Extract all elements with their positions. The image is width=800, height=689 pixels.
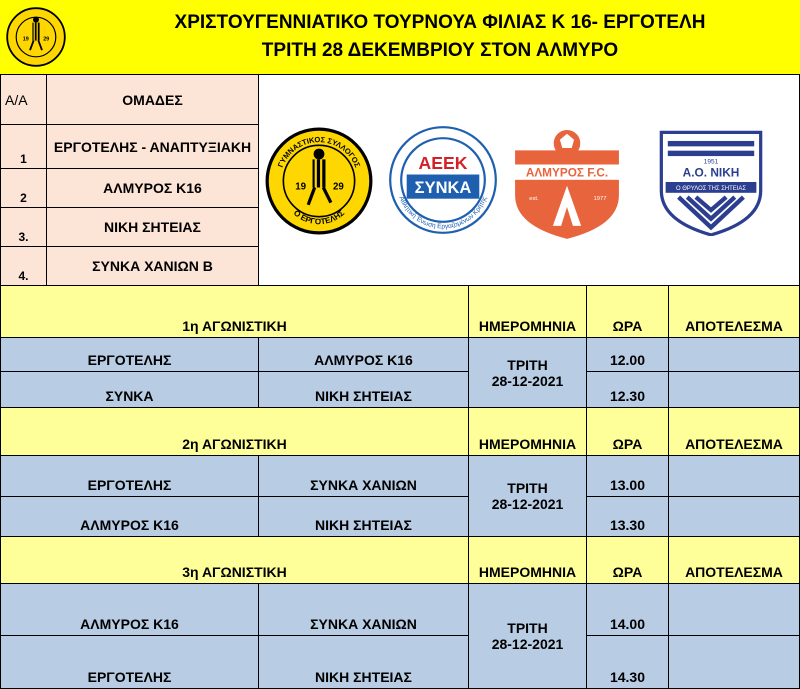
round-title: 1η ΑΓΩΝΙΣΤΙΚΗ — [0, 285, 469, 338]
match-time: 12.00 — [586, 337, 669, 372]
page-subtitle: ΤΡΙΤΗ 28 ΔΕΚΕΜΒΡΙΟΥ ΣΤΟΝ ΑΛΜΥΡΟ — [261, 40, 619, 61]
match-away-team: ΝΙΚΗ ΣΗΤΕΙΑΣ — [258, 371, 469, 408]
match-result — [668, 337, 800, 372]
round-title: 3η ΑΓΩΝΙΣΤΙΚΗ — [0, 536, 469, 584]
match-home-team: ΑΛΜΥΡΟΣ Κ16 — [0, 583, 259, 636]
col-header-date: ΗΜΕΡΟΜΗΝΙΑ — [468, 285, 587, 338]
svg-text:29: 29 — [43, 36, 50, 43]
match-time: 12.30 — [586, 371, 669, 408]
svg-text:1977: 1977 — [593, 195, 607, 202]
match-away-team: ΣΥΝΚΑ ΧΑΝΙΩΝ — [258, 583, 469, 636]
match-day: ΤΡΙΤΗ — [507, 356, 548, 373]
match-day: ΤΡΙΤΗ — [507, 620, 548, 636]
match-result — [668, 371, 800, 408]
svg-text:Αθλητική Ένωση Εργαζομένων Κρή: Αθλητική Ένωση Εργαζομένων Κρήτης — [397, 195, 489, 231]
col-header-time: ΩΡΑ — [586, 407, 669, 456]
team-name: ΑΛΜΥΡΟΣ Κ16 — [46, 168, 259, 208]
match-away-team: ΝΙΚΗ ΣΗΤΕΙΑΣ — [258, 496, 469, 537]
team-index: 2 — [0, 168, 47, 208]
team-index: 3. — [0, 207, 47, 247]
svg-text:ΣΥΝΚΑ: ΣΥΝΚΑ — [414, 179, 472, 198]
col-header-index: Α/Α — [0, 74, 47, 125]
svg-text:ΓΥΜΝΑΣΤΙΚΟΣ ΣΥΛΛΟΓΟΣ: ΓΥΜΝΑΣΤΙΚΟΣ ΣΥΛΛΟΓΟΣ — [275, 135, 363, 169]
svg-text:est.: est. — [529, 195, 539, 202]
ergotelis-logo — [6, 7, 66, 67]
match-away-team: ΝΙΚΗ ΣΗΤΕΙΑΣ — [258, 635, 469, 689]
aek-synka-logo — [388, 125, 498, 235]
ao-niki-logo — [656, 128, 766, 236]
svg-text:Α.Ο. ΝΙΚΗ: Α.Ο. ΝΙΚΗ — [682, 165, 740, 180]
col-header-result: ΑΠΟΤΕΛΕΣΜΑ — [668, 536, 800, 584]
almyros-fc-logo — [508, 122, 626, 240]
svg-text:1951: 1951 — [703, 158, 719, 166]
match-date-value: 28-12-2021 — [491, 636, 564, 652]
col-header-date: ΗΜΕΡΟΜΗΝΙΑ — [468, 536, 587, 584]
team-index: 4. — [0, 246, 47, 286]
svg-text:Ο ΕΡΓΟΤΕΛΗΣ: Ο ΕΡΓΟΤΕΛΗΣ — [291, 208, 347, 227]
match-home-team: ΕΡΓΟΤΕΛΗΣ — [0, 337, 259, 372]
match-date — [468, 337, 587, 408]
ergotelis-logo — [265, 127, 373, 235]
match-date — [468, 583, 587, 689]
match-time: 14.30 — [586, 635, 669, 689]
svg-text:19: 19 — [295, 181, 307, 193]
match-time: 13.00 — [586, 455, 669, 497]
match-date-value: 28-12-2021 — [491, 496, 564, 512]
match-result — [668, 455, 800, 497]
svg-text:ΑΕΕΚ: ΑΕΕΚ — [418, 153, 468, 173]
match-time: 14.00 — [586, 583, 669, 636]
svg-text:Ο ΘΡΥΛΟΣ ΤΗΣ ΣΗΤΕΙΑΣ: Ο ΘΡΥΛΟΣ ΤΗΣ ΣΗΤΕΙΑΣ — [675, 186, 747, 193]
page-title: ΧΡΙΣΤΟΥΓΕΝΝΙΑΤΙΚΟ ΤΟΥΡΝΟΥΑ ΦΙΛΙΑΣ Κ 16- ΕΡΓΟΤΕΛΗ — [174, 12, 706, 33]
match-time: 13.30 — [586, 496, 669, 537]
match-home-team: ΕΡΓΟΤΕΛΗΣ — [0, 455, 259, 497]
team-index: 1 — [0, 124, 47, 169]
match-home-team: ΑΛΜΥΡΟΣ Κ16 — [0, 496, 259, 537]
match-result — [668, 583, 800, 636]
round-title: 2η ΑΓΩΝΙΣΤΙΚΗ — [0, 407, 469, 456]
col-header-teams: ΟΜΑΔΕΣ — [46, 74, 259, 125]
col-header-result: ΑΠΟΤΕΛΕΣΜΑ — [668, 407, 800, 456]
match-result — [668, 496, 800, 537]
svg-text:29: 29 — [333, 181, 344, 193]
match-result — [668, 635, 800, 689]
match-away-team: ΣΥΝΚΑ ΧΑΝΙΩΝ — [258, 455, 469, 497]
col-header-result: ΑΠΟΤΕΛΕΣΜΑ — [668, 285, 800, 338]
col-header-date: ΗΜΕΡΟΜΗΝΙΑ — [468, 407, 587, 456]
team-name: ΣΥΝΚΑ ΧΑΝΙΩΝ Β — [46, 246, 259, 286]
match-away-team: ΑΛΜΥΡΟΣ Κ16 — [258, 337, 469, 372]
match-home-team: ΣΥΝΚΑ — [0, 371, 259, 408]
match-day: ΤΡΙΤΗ — [507, 480, 548, 496]
col-header-time: ΩΡΑ — [586, 536, 669, 584]
svg-text:19: 19 — [22, 36, 29, 43]
match-home-team: ΕΡΓΟΤΕΛΗΣ — [0, 635, 259, 689]
svg-text:ΑΛΜΥΡΟΣ F.C.: ΑΛΜΥΡΟΣ F.C. — [525, 166, 609, 180]
team-name: ΝΙΚΗ ΣΗΤΕΙΑΣ — [46, 207, 259, 247]
match-date-value: 28-12-2021 — [491, 372, 564, 389]
match-date — [468, 455, 587, 537]
col-header-time: ΩΡΑ — [586, 285, 669, 338]
header-banner — [0, 0, 800, 74]
team-name: ΕΡΓΟΤΕΛΗΣ - ΑΝΑΠΤΥΞΙΑΚΗ — [46, 124, 259, 169]
